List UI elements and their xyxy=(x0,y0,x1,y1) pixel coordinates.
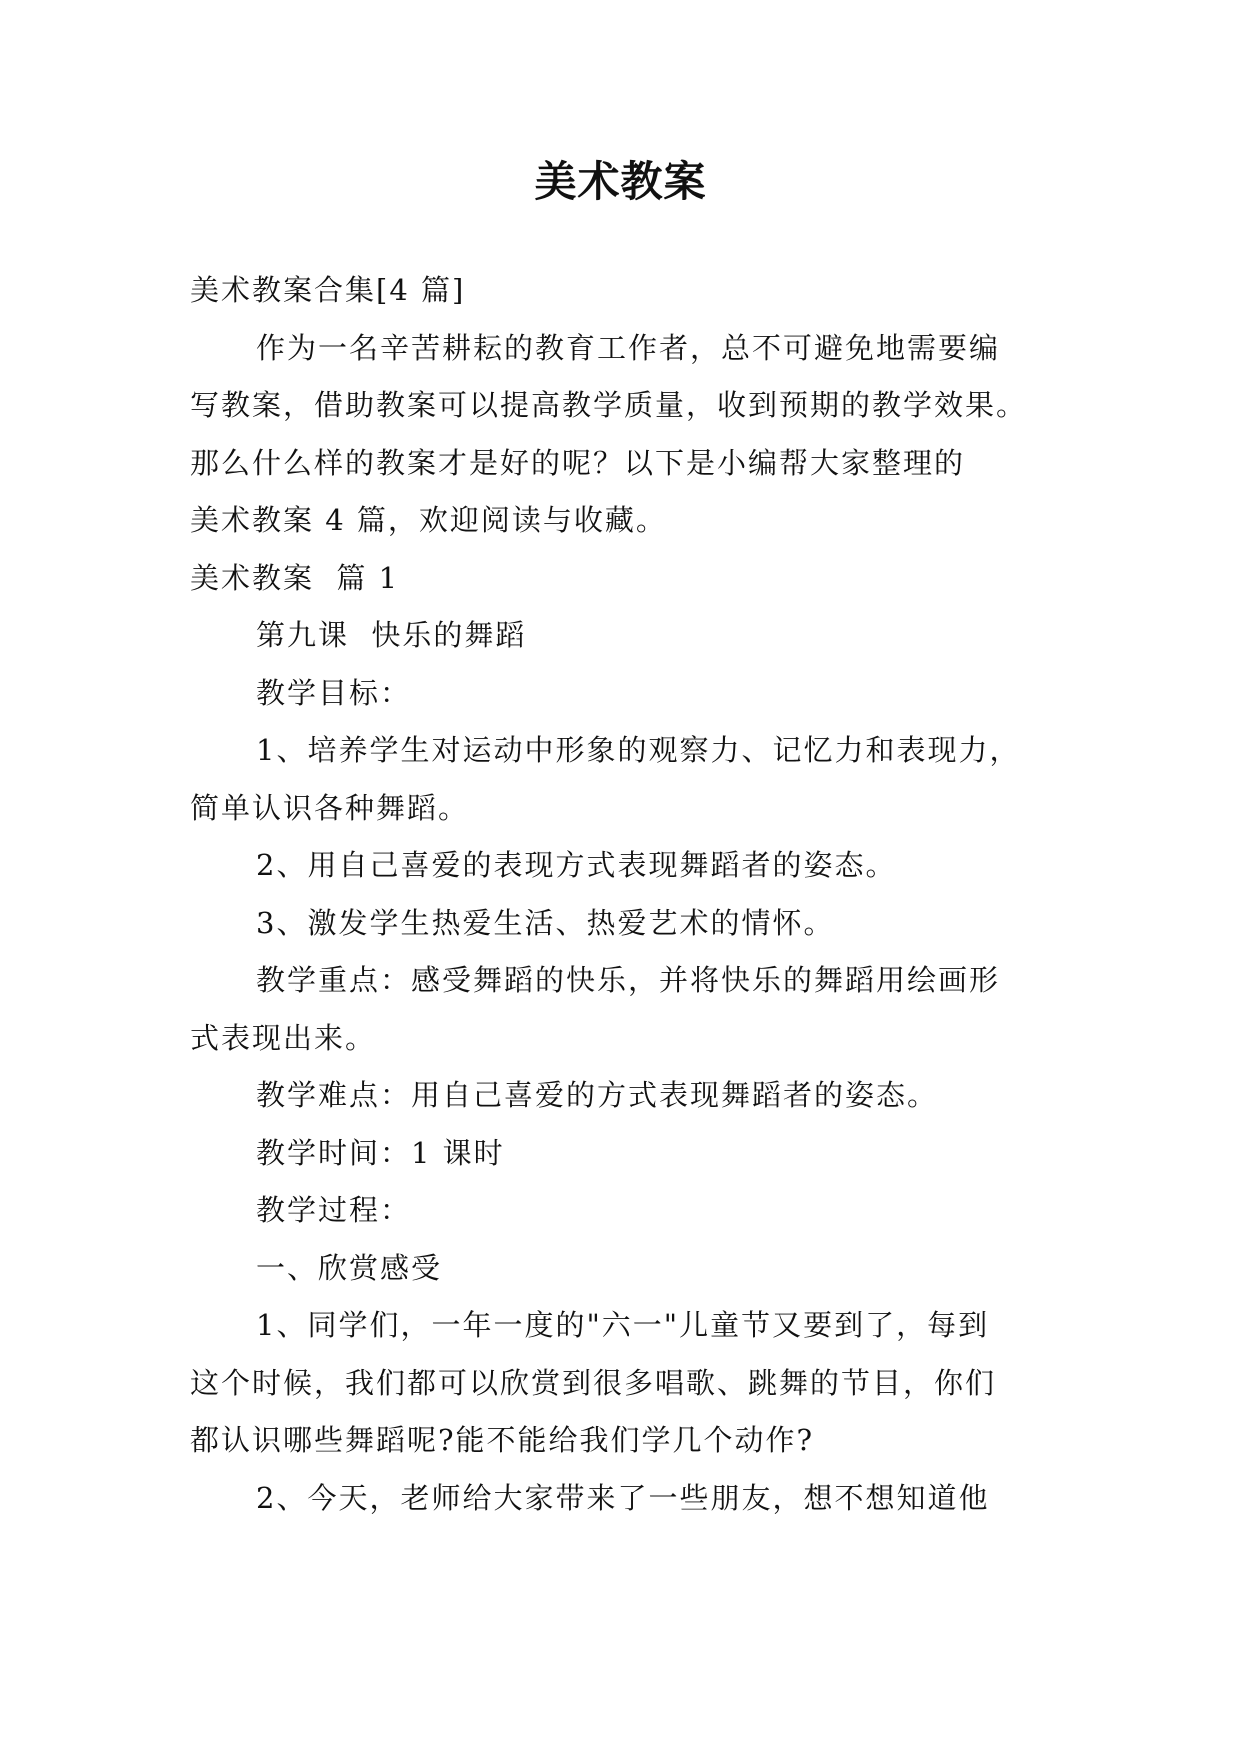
key-point-line-1: 教学重点：感受舞蹈的快乐，并将快乐的舞蹈用绘画形 xyxy=(256,963,1001,997)
document-title: 美术教案 xyxy=(534,157,707,206)
intro-line-4: 美术教案 4 篇，欢迎阅读与收藏。 xyxy=(190,503,667,537)
intro-line-1: 作为一名辛苦耕耘的教育工作者，总不可避免地需要编 xyxy=(256,330,1001,365)
step-2-line-1: 2、今天，老师给大家带来了一些朋友，想不想知道他 xyxy=(256,1480,990,1515)
difficulty: 教学难点：用自己喜爱的方式表现舞蹈者的姿态。 xyxy=(256,1078,939,1112)
process-heading: 教学过程： xyxy=(256,1193,412,1227)
teaching-time: 教学时间：1 课时 xyxy=(256,1135,505,1170)
collection-heading: 美术教案合集[4 篇] xyxy=(190,273,466,307)
objective-3: 3、激发学生热爱生活、热爱艺术的情怀。 xyxy=(256,905,835,940)
objectives-heading: 教学目标： xyxy=(256,675,412,710)
document-body xyxy=(190,262,1050,1527)
lesson-title: 第九课 快乐的舞蹈 xyxy=(256,618,527,652)
step-heading-1: 一、欣赏感受 xyxy=(256,1250,443,1285)
key-point-line-2: 式表现出来。 xyxy=(190,1020,377,1055)
step-1-line-3: 都认识哪些舞蹈呢?能不能给我们学几个动作? xyxy=(190,1423,815,1457)
intro-line-3: 那么什么样的教案才是好的呢？以下是小编帮大家整理的 xyxy=(190,445,966,480)
objective-2: 2、用自己喜爱的表现方式表现舞蹈者的姿态。 xyxy=(256,848,897,882)
section-heading-1: 美术教案 篇 1 xyxy=(190,560,400,595)
step-1-line-1: 1、同学们，一年一度的"六一"儿童节又要到了，每到 xyxy=(256,1308,990,1342)
objective-1-line-2: 简单认识各种舞蹈。 xyxy=(190,790,470,825)
step-1-line-2: 这个时候，我们都可以欣赏到很多唱歌、跳舞的节目，你们 xyxy=(190,1365,997,1400)
intro-line-2: 写教案，借助教案可以提高教学质量，收到预期的教学效果。 xyxy=(190,388,1028,422)
objective-1-line-1: 1、培养学生对运动中形象的观察力、记忆力和表现力， xyxy=(256,733,1021,767)
